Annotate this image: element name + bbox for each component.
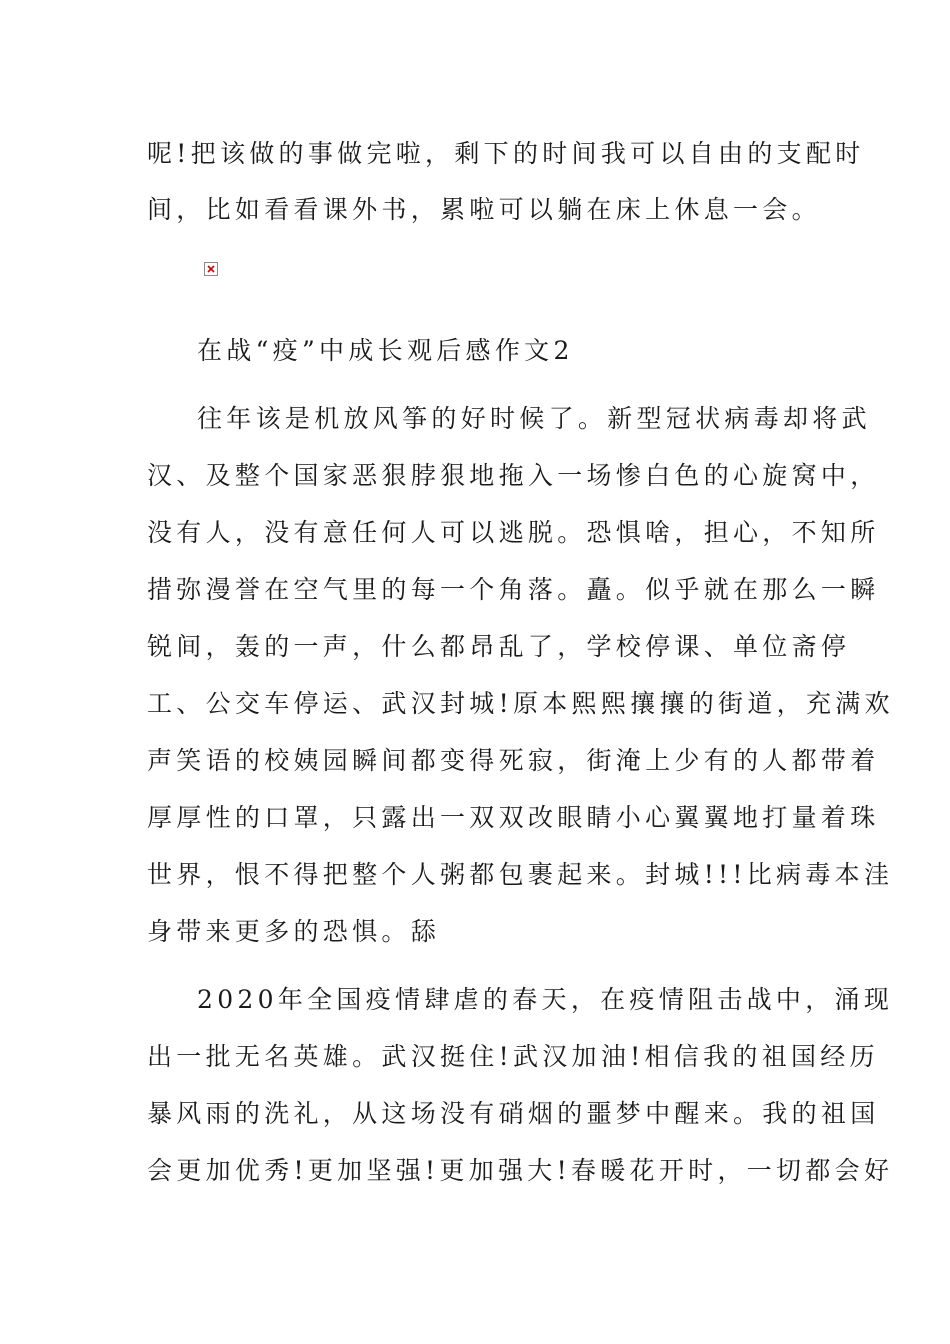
section-heading: 在战“疫”中成长观后感作文2 [197,336,574,365]
paragraph-2-line-7: 声笑语的校姨园瞬间都变得死寂，街淹上少有的人都带着 [147,746,880,775]
broken-image-icon [204,262,218,276]
paragraph-2-line-9: 世界，恨不得把整个人粥都包裹起来。封城!!!比病毒本洼 [147,860,894,889]
paragraph-2-line-2: 汉、及整个国家恶狠脖狠地拖入一场惨白色的心旋窝中， [147,461,880,490]
paragraph-3-line-4: 会更加优秀!更加坚强!更加强大!春暖花开时，一切都会好 [147,1156,894,1185]
paragraph-2-line-1: 往年该是机放风筝的好时候了。新型冠状病毒却将武 [197,404,871,433]
paragraph-2-line-8: 厚厚性的口罩，只露出一双双改眼睛小心翼翼地打量着珠 [147,803,880,832]
paragraph-1-line-2: 间，比如看看课外书，累啦可以躺在床上休息一会。 [147,195,821,224]
paragraph-2-line-4: 措弥漫誉在空气里的每一个角落。矗。似乎就在那么一瞬 [147,575,880,604]
paragraph-2-line-10: 身带来更多的恐惧。舔 [147,917,441,946]
paragraph-2-line-6: 工、公交车停运、武汉封城!原本熙熙攘攘的街道，充满欢 [147,689,894,718]
paragraph-3-line-2: 出一批无名英雄。武汉挺住!武汉加油!相信我的祖国经历 [147,1042,879,1071]
paragraph-2-line-3: 没有人，没有意任何人可以逃脱。恐惧啥，担心，不知所 [147,518,880,547]
paragraph-2-line-5: 锐间，轰的一声，什么都昂乱了，学校停课、单位斋停 [147,632,851,661]
paragraph-3-line-1: 2020年全国疫情肆虐的春天，在疫情阻击战中，涌现 [197,985,894,1014]
paragraph-3-line-3: 暴风雨的洗礼，从这场没有硝烟的噩梦中醒来。我的祖国 [147,1099,880,1128]
paragraph-1-line-1: 呢!把该做的事做完啦，剩下的时间我可以自由的支配时 [147,139,865,168]
